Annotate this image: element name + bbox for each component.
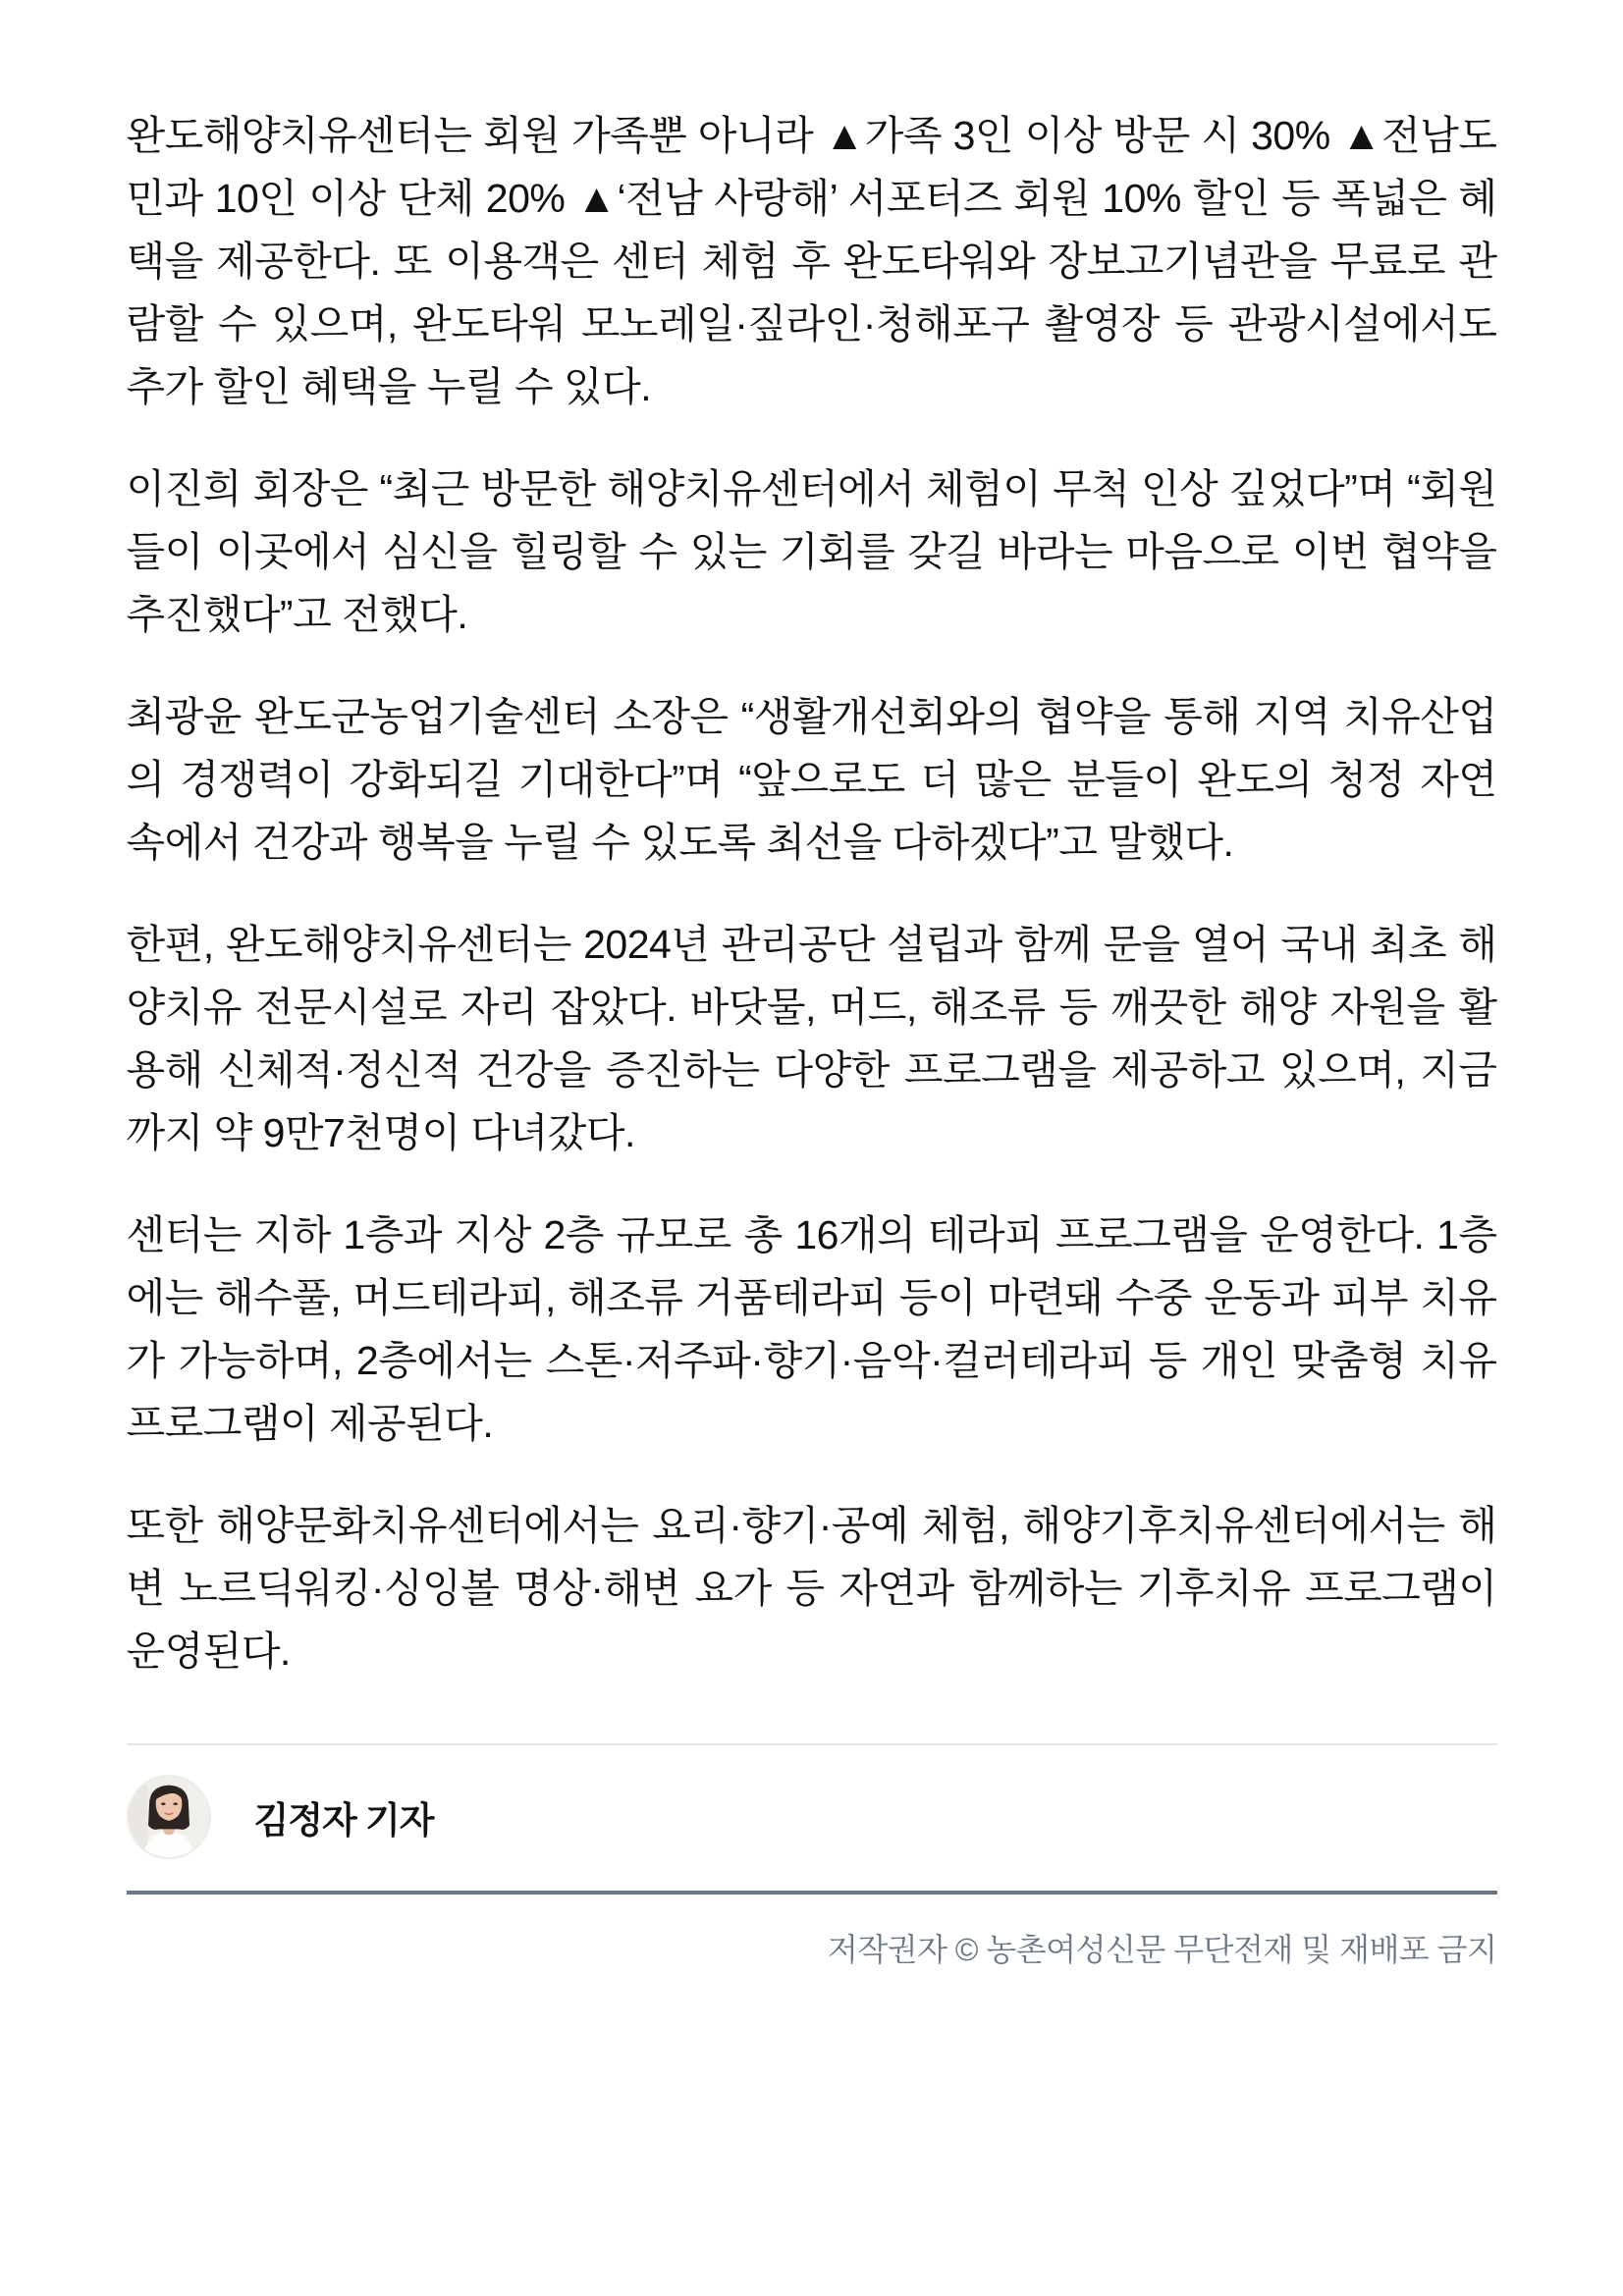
byline-section [127,1743,1497,1895]
reporter-profile-link[interactable] [127,1775,1497,1859]
article-paragraph: 최광윤 완도군농업기술센터 소장은 “생활개선회와의 협약을 통해 지역 치유산업의 경쟁력이 강화되길 기대한다”며 “앞으로도 더 많은 분들이 완도의 청정 자연 속에서 건강과 행복을 누릴 수 있도록 최선을 다하겠다”고 말했다. [126,694,1497,865]
reporter-photo-icon [129,1777,209,1857]
reporter-avatar[interactable] [127,1775,211,1859]
article-paragraph: 이진희 회장은 “최근 방문한 해양치유센터에서 체험이 무척 인상 깊었다”며 “회원들이 이곳에서 심신을 힐링할 수 있는 기회를 갖길 바라는 마음으로 이번 협약을 추진했다”고 전했다. [126,466,1497,637]
article-paragraph: 한편, 완도해양치유센터는 2024년 관리공단 설립과 함께 문을 열어 국내 최초 해양치유 전문시설로 자리 잡았다. 바닷물, 머드, 해조류 등 깨끗한 해양 자원을 활용해 신체적·정신적 건강을 증진하는 다양한 프로그램을 제공하고 있으며, 지금까지 약 9만7천명이 다녀갔다. [126,922,1497,1155]
article-body [127,104,1497,1682]
article-paragraph: 완도해양치유센터는 회원 가족뿐 아니라 ▲가족 3인 이상 방문 시 30% ▲전남도민과 10인 이상 단체 20% ▲‘전남 사랑해’ 서포터즈 회원 10% 할인 등 폭넓은 혜택을 제공한다. 또 이용객은 센터 체험 후 완도타워와 장보고기념관을 무료로 관람할 수 있으며, 완도타워 모노레일·짚라인·청해포구 촬영장 등 관광시설에서도 추가 할인 혜택을 누릴 수 있다. [126,113,1497,409]
article-page [127,0,1497,1973]
article-paragraph: 센터는 지하 1층과 지상 2층 규모로 총 16개의 테라피 프로그램을 운영한다. 1층에는 해수풀, 머드테라피, 해조류 거품테라피 등이 마련돼 수중 운동과 피부 치유가 가능하며, 2층에서는 스톤·저주파·향기·음악·컬러테라피 등 개인 맞춤형 치유 프로그램이 제공된다. [126,1212,1497,1446]
article-paragraph: 또한 해양문화치유센터에서는 요리·향기·공예 체험, 해양기후치유센터에서는 해변 노르딕워킹·싱잉볼 명상·해변 요가 등 자연과 함께하는 기후치유 프로그램이 운영된다. [126,1503,1497,1674]
copyright-notice: 저작권자 © 농촌여성신문 무단전재 및 재배포 금지 [827,1932,1497,1967]
reporter-name[interactable]: 김정자 기자 [253,1800,434,1841]
